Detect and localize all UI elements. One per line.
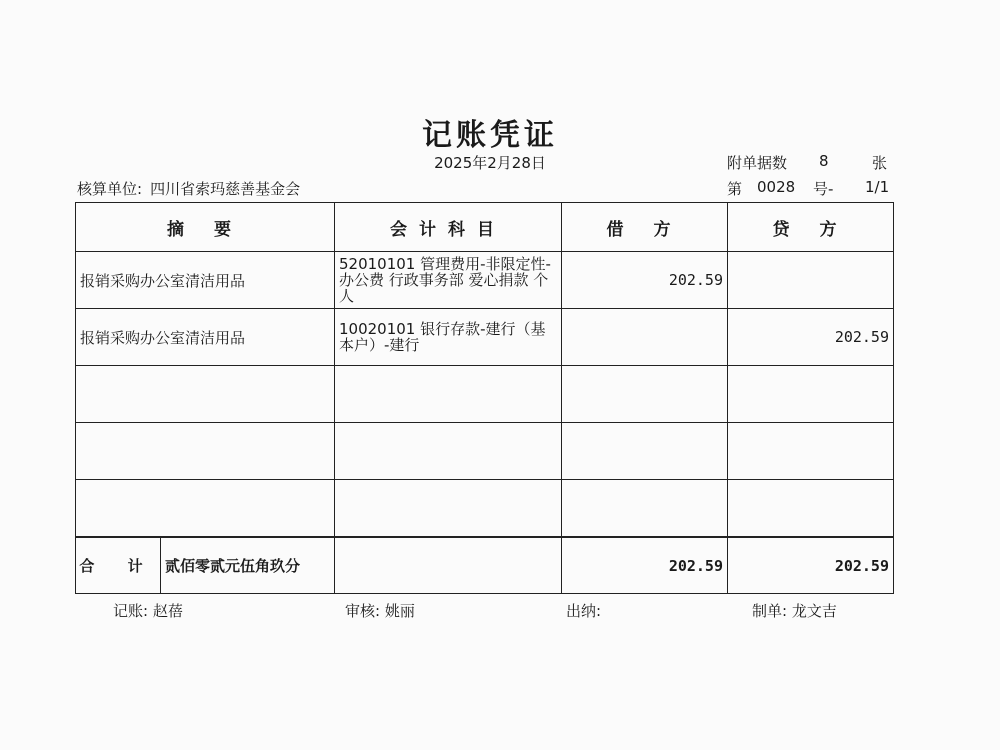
header-credit: 贷 方 <box>728 203 894 252</box>
voucher-number <box>727 178 897 198</box>
header-summary: 摘 要 <box>76 203 335 252</box>
row-credit: 202.59 <box>728 309 894 366</box>
row-debit <box>562 423 728 480</box>
table-row <box>76 309 894 366</box>
row-debit <box>562 309 728 366</box>
bookkeeper-name: 赵蓓 <box>152 602 183 620</box>
voucher-table <box>75 202 894 594</box>
voucher-title: 记账凭证 <box>422 118 558 153</box>
reviewer-label: 审核: <box>345 602 381 620</box>
cashier-signature <box>566 600 601 621</box>
row-account <box>335 366 562 423</box>
row-account: 10020101 银行存款-建行（基本户）-建行 <box>335 309 562 366</box>
voucher-date: 2025年2月28日 <box>434 154 546 172</box>
reviewer-signature <box>345 600 415 621</box>
accounting-unit <box>77 178 300 199</box>
table-row <box>76 366 894 423</box>
row-summary <box>76 480 335 538</box>
row-debit: 202.59 <box>562 252 728 309</box>
row-credit <box>728 480 894 538</box>
org-label: 核算单位: <box>77 180 143 198</box>
row-account: 52010101 管理费用-非限定性-办公费 行政事务部 爱心捐款 个人 <box>335 252 562 309</box>
row-account <box>335 480 562 538</box>
voucher-no-prefix: 第 <box>727 180 743 198</box>
attachments-count: 8 <box>819 152 829 170</box>
total-label: 合 计 <box>76 538 161 593</box>
table-row <box>76 423 894 480</box>
reviewer-name: 姚丽 <box>384 602 415 620</box>
header-debit: 借 方 <box>562 203 728 252</box>
total-blank <box>335 537 562 594</box>
row-credit <box>728 366 894 423</box>
row-summary: 报销采购办公室清洁用品 <box>76 252 335 309</box>
attachments-unit: 张 <box>872 154 888 172</box>
total-credit: 202.59 <box>728 537 894 594</box>
voucher-no-suffix: 号- <box>813 180 834 198</box>
voucher-no-value: 0028 <box>757 178 796 196</box>
row-summary <box>76 366 335 423</box>
attachments-label: 附单据数 <box>727 154 788 172</box>
row-debit <box>562 366 728 423</box>
row-credit <box>728 423 894 480</box>
org-name: 四川省索玛慈善基金会 <box>150 180 301 198</box>
total-cell <box>76 537 335 594</box>
cashier-label: 出纳: <box>566 602 602 620</box>
table-row <box>76 252 894 309</box>
total-debit: 202.59 <box>562 537 728 594</box>
row-summary: 报销采购办公室清洁用品 <box>76 309 335 366</box>
table-row <box>76 480 894 538</box>
preparer-label: 制单: <box>752 602 788 620</box>
voucher-page: 1/1 <box>865 178 890 196</box>
bookkeeper-signature <box>113 600 183 621</box>
row-debit <box>562 480 728 538</box>
row-account <box>335 423 562 480</box>
preparer-name: 龙文吉 <box>791 602 837 620</box>
bookkeeper-label: 记账: <box>113 602 149 620</box>
total-row <box>76 537 894 594</box>
preparer-signature <box>752 600 837 621</box>
total-amount-words: 贰佰零贰元伍角玖分 <box>165 557 301 575</box>
table-header <box>76 203 894 252</box>
header-account: 会计科目 <box>335 203 562 252</box>
row-summary <box>76 423 335 480</box>
row-credit <box>728 252 894 309</box>
